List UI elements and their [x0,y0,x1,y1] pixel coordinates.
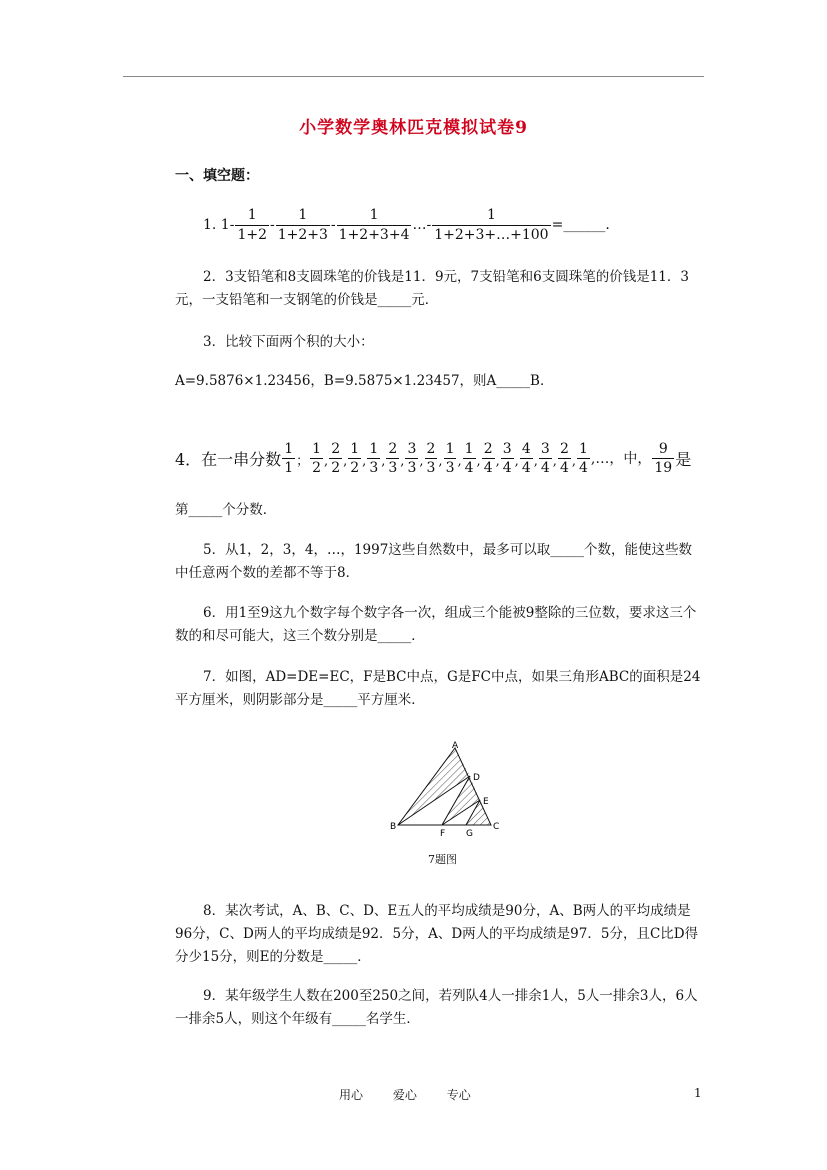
sequence-fraction: $\frac{3}{3}$ [407,440,417,476]
fraction: $\frac{1}{1+2+3}$ [277,206,328,243]
sequence-fraction: $\frac{1}{4}$ [579,440,588,476]
question-4-line2: 第_____个分数． [175,502,277,518]
q1-prefix: 1. 1- [203,217,235,233]
sequence-fraction: $\frac{2}{4}$ [559,440,569,476]
sequence-fraction: $\frac{1}{2}$ [312,440,322,476]
sequence-fraction: $\frac{2}{3}$ [426,440,436,476]
fraction: $\frac{1}{1+2+3+4}$ [338,206,410,243]
question-5: 5．从1，2，3，4，…，1997这些自然数中，最多可以取_____个数，能使这些数中任意两个数的差都不等于8． [175,542,693,581]
question-3-title: 3．比较下面两个积的大小： [203,334,374,350]
sequence-fraction: $\frac{3}{4}$ [540,440,550,476]
triangle-figure [390,738,510,838]
sequence-comma: , [343,453,348,469]
fraction: $\frac{1}{1+2+3+\dots+100}$ [434,206,549,243]
footer-item: 爱心 [392,1088,417,1102]
sequence-comma: , [476,453,481,469]
label-e: E [483,797,489,807]
footer-item: 专心 [446,1088,471,1102]
footer [339,1086,497,1103]
section-heading: 一、填空题： [175,168,259,184]
sequence-comma: , [533,453,538,469]
q1-suffix: =______. [551,217,610,233]
label-f: F [440,829,446,838]
sequence-fraction: $\frac{2}{2}$ [331,440,341,476]
sequence-fraction: $\frac{2}{3}$ [388,440,398,476]
header-rule [123,76,704,77]
question-9: 9．某年级学生人数在200至250之间，若列队4人一排余1人，5人一排余3人，6人一排余5人，则这个年级有_____名学生． [175,988,698,1027]
fraction: $\frac{1}{1+2}$ [237,206,267,243]
sequence-comma: , [514,453,519,469]
sequence-semicolon: ； [296,453,310,469]
sequence-comma: , [495,453,500,469]
sequence-comma: , [400,453,405,469]
footer-item: 用心 [339,1088,364,1102]
q1-minus: - [330,217,336,233]
question-4 [175,436,691,480]
question-8: 8．某次考试，A、B、C、D、E五人的平均成绩是90分，A、B两人的平均成绩是96分，C、D两人的平均成绩是92．5分，A、D两人的平均成绩是97．5分，且C比D得分少15分，则E的分数是_____． [175,903,699,965]
question-1 [203,203,610,247]
label-d: D [473,773,480,783]
page-title: 小学数学奥林匹克模拟试卷9 [299,118,528,138]
sequence-comma: , [552,453,557,469]
sequence-fraction: $\frac{2}{4}$ [483,440,493,476]
question-3-body: A=9.5876×1.23456，B=9.5875×1.23457，则A_____B． [175,373,554,389]
sequence-fraction: $\frac{1}{2}$ [350,440,360,476]
q4-tail: ,…，中， [590,451,652,467]
q4-prefix: 4．在一串分数 [175,449,282,469]
page-number: 1 [694,1086,702,1100]
label-g: G [466,829,473,838]
sequence-fraction: $\frac{3}{4}$ [502,440,512,476]
sequence-comma: , [324,453,329,469]
question-7: 7．如图，AD=DE=EC，F是BC中点，G是FC中点，如果三角形ABC的面积是24平方厘米，则阴影部分是_____平方厘米． [175,669,701,708]
sequence-fraction: $\frac{4}{4}$ [521,440,531,476]
sequence-fraction: $\frac{1}{3}$ [369,440,379,476]
sequence-comma: , [457,453,462,469]
q4-is: 是 [675,449,692,469]
label-c: C [493,822,500,832]
sequence-fraction: $\frac{1}{1}$ [284,440,294,476]
label-b: B [390,822,397,832]
q1-minus: - [270,217,275,233]
q1-minus: - [426,217,432,233]
sequence-comma: , [381,453,386,469]
target-fraction: $\frac{9}{19}$ [654,440,673,476]
question-2: 2．3支铅笔和8支圆珠笔的价钱是11．9元，7支铅笔和6支圆珠笔的价钱是11．3元，一支铅笔和一支钢笔的价钱是_____元． [175,269,689,308]
sequence-fraction: $\frac{1}{3}$ [445,440,455,476]
label-a: A [452,741,459,751]
figure-caption: 7题图 [428,853,457,866]
question-6: 6．用1至9这九个数字每个数字各一次，组成三个能被9整除的三位数，要求这三个数的和尽可能大，这三个数分别是_____． [175,605,697,644]
q1-dots: … [412,217,427,233]
sequence-comma: , [438,453,443,469]
sequence-comma: , [419,453,424,469]
sequence-comma: , [362,453,367,469]
sequence-comma: , [571,453,576,469]
sequence-fraction: $\frac{1}{4}$ [464,440,474,476]
